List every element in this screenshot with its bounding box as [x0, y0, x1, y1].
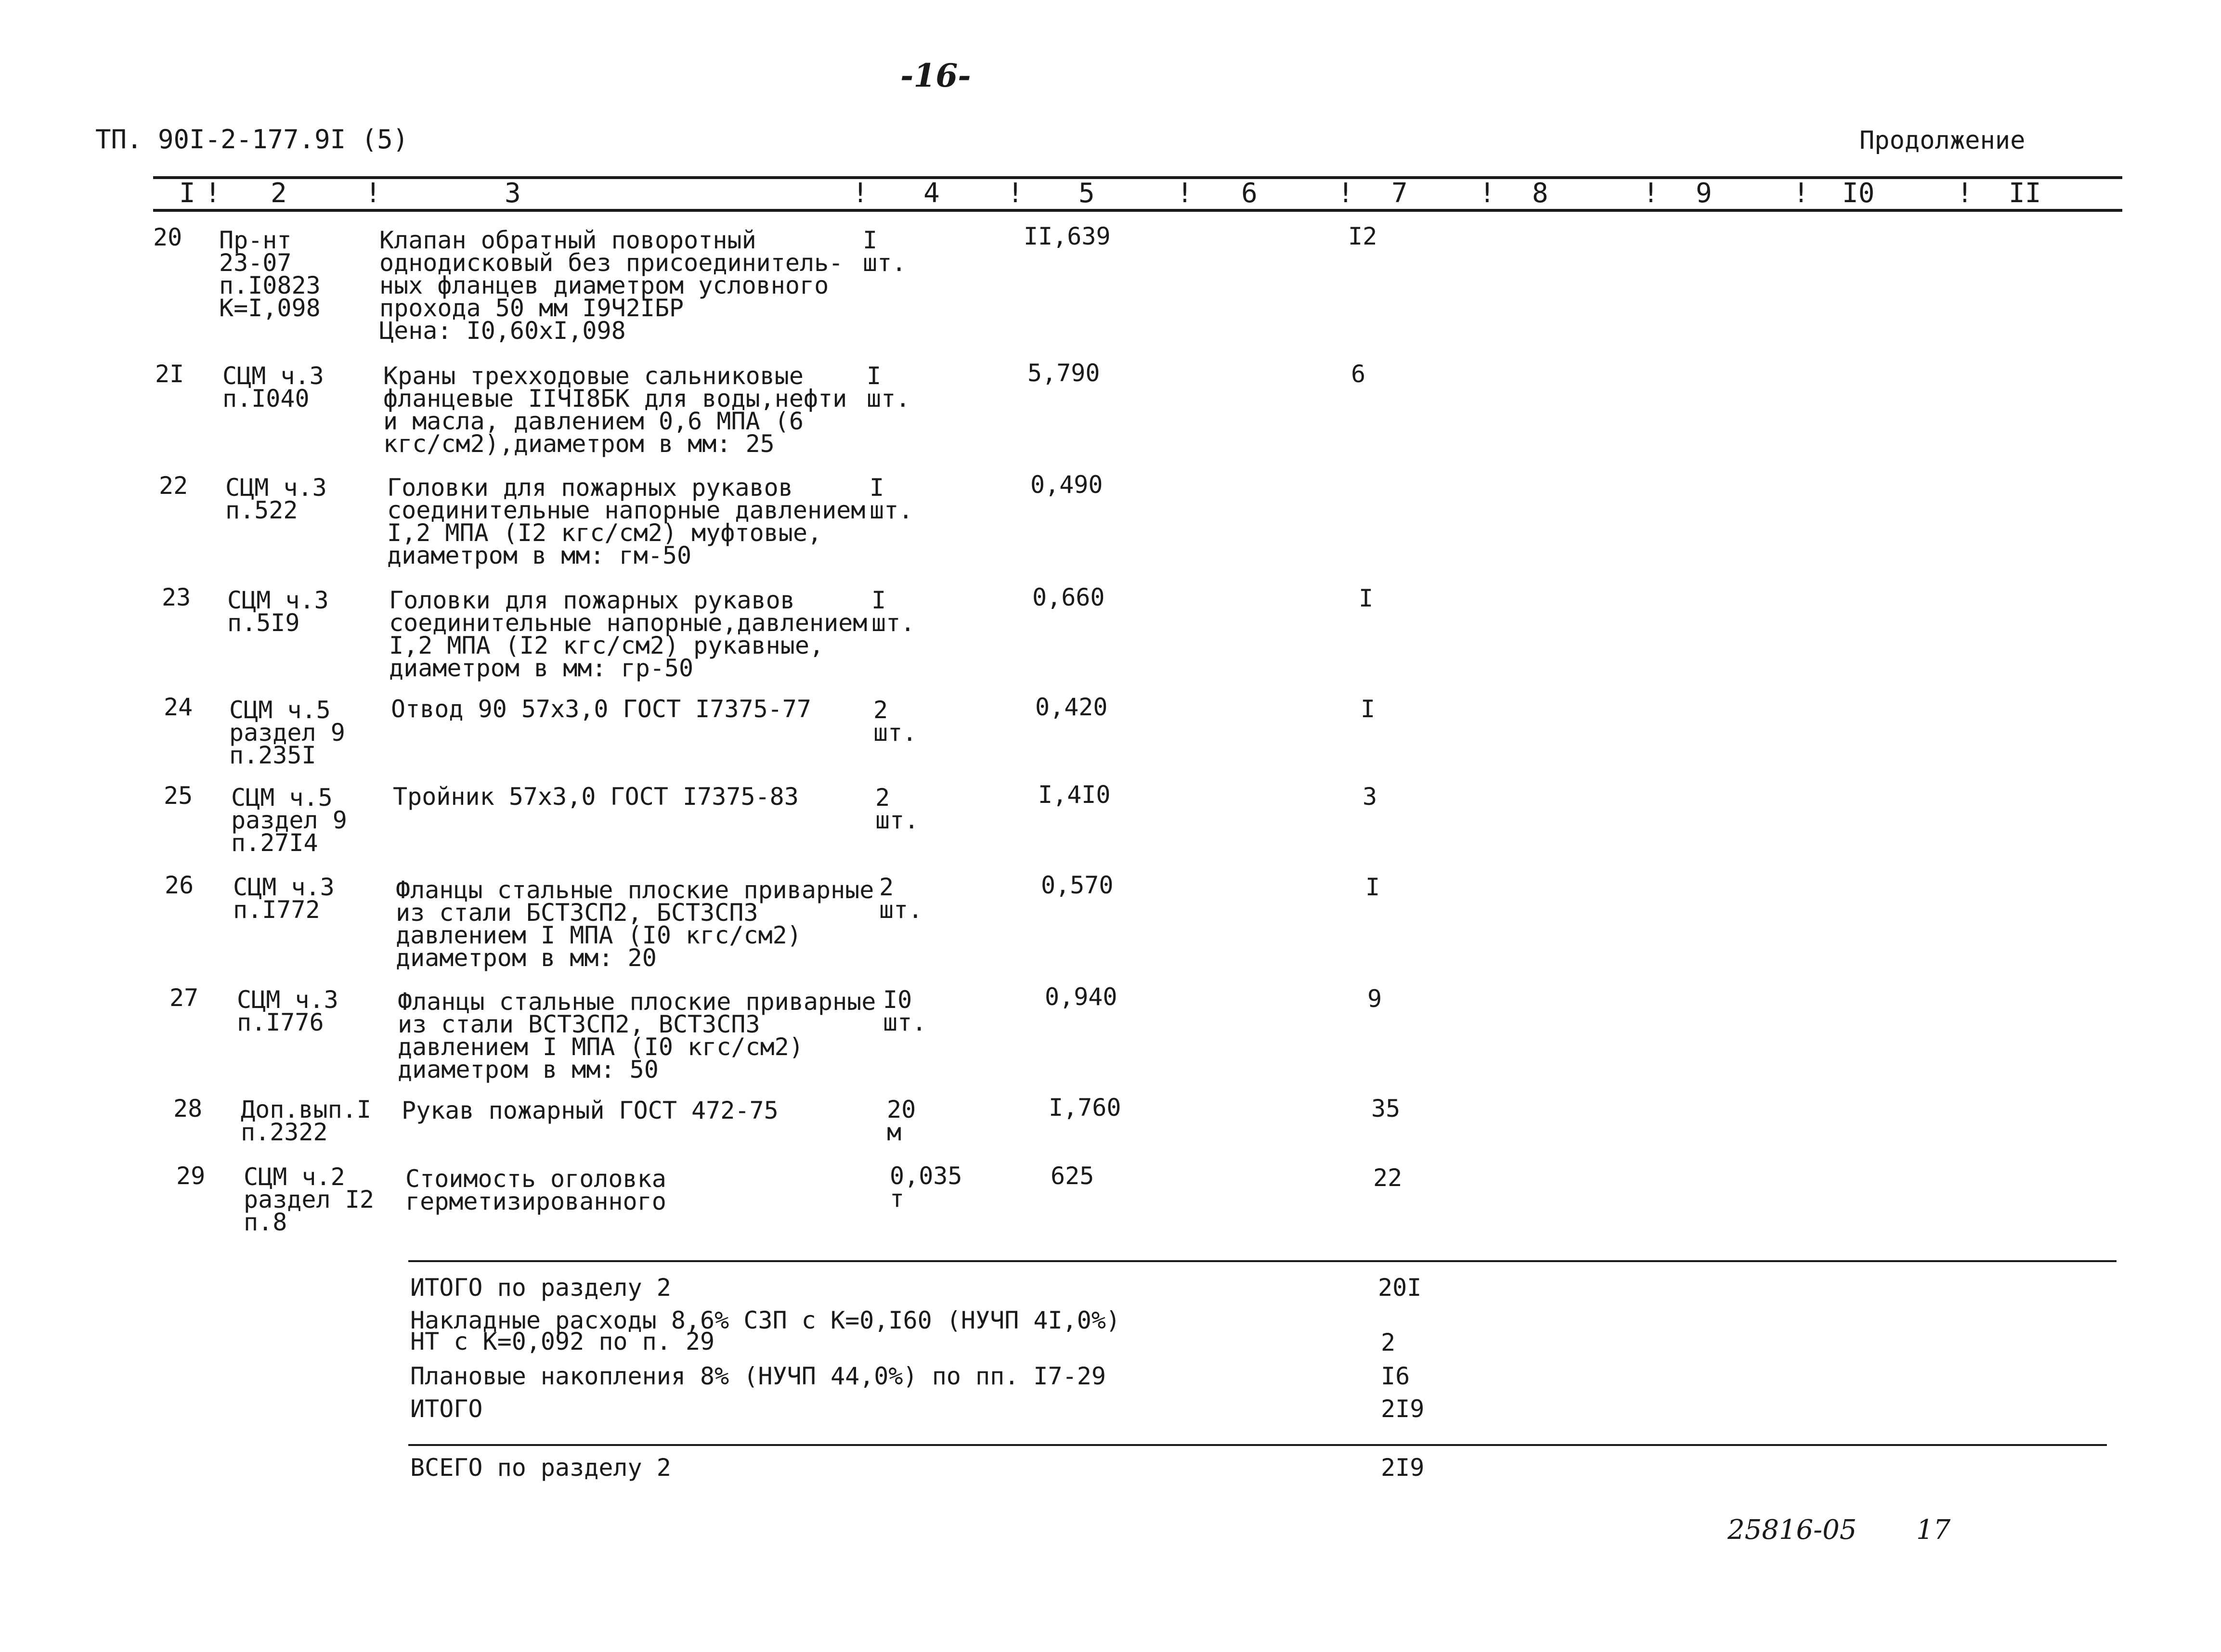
page-number: -16-	[900, 57, 971, 94]
row-number: 29	[176, 1162, 206, 1190]
row-code: СЦМ ч.3 п.522	[225, 474, 327, 524]
row-number: 26	[165, 871, 194, 899]
row-number: 2I	[155, 360, 184, 388]
summary-value-nt: 2	[1381, 1329, 1396, 1356]
row-price: 0,660	[1032, 583, 1105, 611]
col-header-10: I0	[1842, 178, 1875, 209]
row-name: Краны трехходовые сальниковые фланцевые IIЧI8БК для воды,нефти и масла, давлением 0,6 МПА (6 кгс/см2),диаметром в мм: 25	[383, 362, 847, 458]
row-price: II,639	[1024, 222, 1111, 250]
col-separator: !	[1177, 178, 1193, 209]
row-name: Фланцы стальные плоские приварные из стали БСТ3СП2, БСТ3СП3 давлением I МПА (I0 кгс/см2) диаметром в мм: 20	[396, 876, 874, 972]
summary-label-nt: НТ с К=0,092 по п. 29	[410, 1328, 715, 1355]
row-name: Стоимость оголовка герметизированного	[405, 1165, 666, 1215]
row-number: 23	[162, 583, 191, 611]
row-code: СЦМ ч.3 п.I776	[237, 986, 338, 1036]
col-header-1: I	[179, 178, 195, 209]
row-code: СЦМ ч.3 п.I772	[233, 873, 335, 924]
col-separator: !	[1793, 178, 1809, 209]
row-total: 35	[1371, 1095, 1401, 1123]
row-number: 25	[164, 782, 193, 810]
row-code: СЦМ ч.5 раздел 9 п.235I	[229, 696, 345, 769]
col-separator: !	[1479, 178, 1495, 209]
footer-code: 25816-05	[1727, 1514, 1857, 1546]
col-header-2: 2	[271, 178, 287, 209]
row-total: I	[1359, 584, 1374, 612]
col-header-11: II	[2009, 178, 2041, 209]
summary-top-rule	[408, 1260, 2117, 1262]
col-separator: !	[1007, 178, 1024, 209]
header-bottom-rule	[153, 209, 2122, 212]
row-total: 6	[1351, 360, 1366, 388]
col-header-5: 5	[1078, 178, 1095, 209]
col-header-4: 4	[923, 178, 940, 209]
row-qty: I0 шт.	[883, 986, 927, 1036]
col-separator: !	[1643, 178, 1659, 209]
row-qty: 0,035 т	[890, 1162, 962, 1213]
row-qty: I шт.	[870, 474, 913, 524]
row-code: СЦМ ч.3 п.I040	[222, 362, 324, 413]
row-total: I	[1361, 695, 1376, 723]
row-code: СЦМ ч.3 п.5I9	[227, 586, 329, 637]
footer-page: 17	[1916, 1514, 1951, 1546]
row-code: СЦМ ч.2 раздел I2 п.8	[244, 1163, 374, 1236]
row-total: I	[1365, 873, 1380, 901]
row-name: Рукав пожарный ГОСТ 472-75	[402, 1097, 779, 1124]
row-name: Головки для пожарных рукавов соединительные напорные,давлением I,2 МПА (I2 кгс/см2) рукавные, диаметром в мм: гр-50	[389, 586, 868, 682]
row-number: 24	[164, 693, 193, 721]
summary-value-total: 2I9	[1381, 1395, 1425, 1423]
col-header-7: 7	[1391, 178, 1408, 209]
row-name: Тройник 57х3,0 ГОСТ I7375-83	[393, 783, 799, 811]
row-name: Клапан обратный поворотный однодисковый без присоединитель- ных фланцев диаметром условного прохода 50 мм I9Ч2IБР Цена: I0,60хI,098	[379, 226, 844, 345]
row-number: 27	[169, 984, 199, 1012]
row-number: 28	[173, 1095, 203, 1123]
row-qty: 2 шт.	[875, 784, 919, 834]
row-code: Пр-нт 23-07 п.I0823 К=I,098	[219, 226, 321, 322]
row-price: 0,570	[1041, 871, 1114, 899]
col-separator: !	[365, 178, 381, 209]
continuation-label: Продолжение	[1859, 126, 2026, 155]
col-separator: !	[1338, 178, 1354, 209]
header-top-rule	[153, 176, 2122, 179]
grand-total-rule	[408, 1444, 2107, 1446]
doc-code: ТП. 90I-2-177.9I (5)	[95, 124, 409, 155]
row-number: 22	[159, 472, 188, 500]
row-code: Доп.вып.I п.2322	[241, 1096, 371, 1146]
row-qty: 2 шт.	[873, 696, 917, 747]
row-qty: I шт.	[871, 586, 915, 637]
row-qty: I шт.	[867, 362, 910, 413]
col-separator: !	[205, 178, 221, 209]
col-header-8: 8	[1532, 178, 1548, 209]
col-separator: !	[852, 178, 869, 209]
row-total: I2	[1348, 222, 1377, 250]
row-qty: 20 м	[887, 1096, 916, 1146]
summary-label-subtotal: ИТОГО по разделу 2	[410, 1274, 671, 1302]
summary-label-planned: Плановые накопления 8% (НУЧП 44,0%) по пп. I7-29	[410, 1362, 1106, 1390]
summary-value-subtotal: 20I	[1378, 1274, 1422, 1302]
row-price: 0,490	[1030, 471, 1103, 499]
col-header-9: 9	[1696, 178, 1712, 209]
row-qty: 2 шт.	[879, 873, 923, 924]
row-price: 5,790	[1027, 359, 1100, 387]
col-header-6: 6	[1241, 178, 1258, 209]
row-price: 625	[1051, 1162, 1094, 1190]
row-price: I,760	[1049, 1094, 1121, 1122]
summary-label-total: ИТОГО	[410, 1395, 483, 1423]
row-total: 3	[1363, 783, 1377, 811]
row-name: Отвод 90 57х3,0 ГОСТ I7375-77	[391, 695, 811, 723]
row-total: 9	[1367, 985, 1382, 1013]
col-separator: !	[1957, 178, 1973, 209]
row-code: СЦМ ч.5 раздел 9 п.27I4	[231, 784, 347, 857]
summary-value-planned: I6	[1381, 1362, 1410, 1390]
row-name: Фланцы стальные плоские приварные из стали ВСТ3СП2, ВСТ3СП3 давлением I МПА (I0 кгс/см2) диаметром в мм: 50	[398, 988, 876, 1084]
row-price: 0,420	[1035, 693, 1108, 721]
col-header-3: 3	[505, 178, 521, 209]
row-name: Головки для пожарных рукавов соединительные напорные давлением I,2 МПА (I2 кгс/см2) муфтовые, диаметром в мм: гм-50	[387, 474, 866, 569]
row-total: 22	[1373, 1164, 1403, 1192]
grand-total-value: 2I9	[1381, 1454, 1425, 1482]
row-price: I,4I0	[1038, 781, 1111, 809]
summary-label-overhead: Накладные расходы 8,6% СЗП с К=0,I60 (НУЧП 4I,0%)	[410, 1306, 1121, 1334]
row-price: 0,940	[1045, 983, 1117, 1011]
grand-total-label: ВСЕГО по разделу 2	[410, 1454, 671, 1482]
row-number: 20	[153, 223, 182, 251]
row-qty: I шт.	[863, 226, 907, 277]
